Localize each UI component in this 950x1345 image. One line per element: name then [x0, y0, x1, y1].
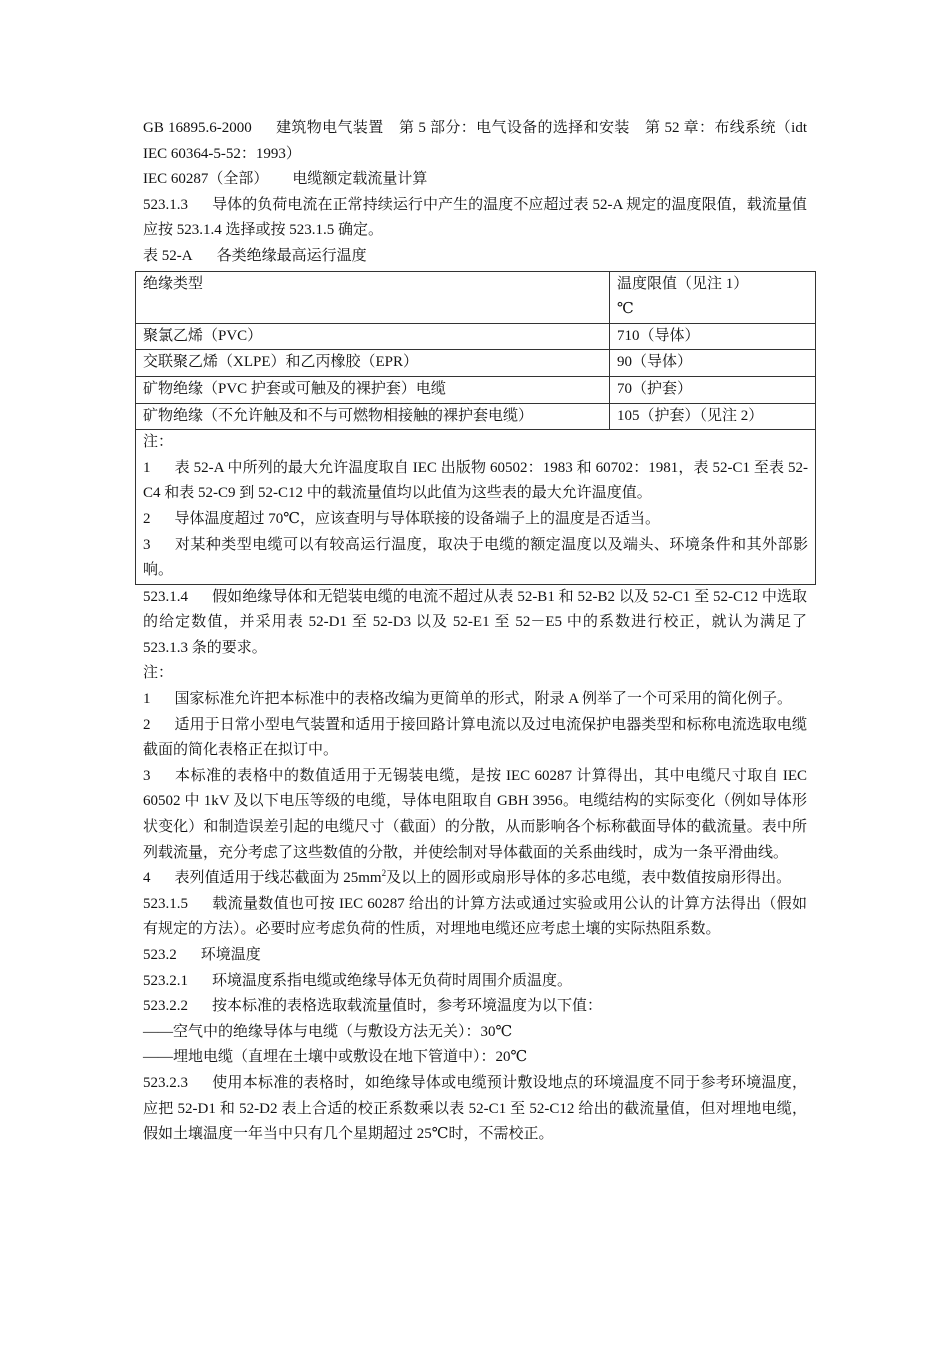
notes-label: 注：	[143, 665, 174, 682]
clause-523-2-2: 523.2.2 按本标准的表格选取载流量值时，参考环境温度为以下值：	[143, 998, 603, 1015]
note: 2 适用于日常小型电气装置和适用于接回路计算电流以及过电流保护电器类型和标称电流选取电缆截面的简化表格正在拟订中。	[143, 716, 807, 759]
table-header-row	[136, 271, 816, 323]
reference-1: GB 16895.6-2000 建筑物电气装置 第 5 部分：电气设备的选择和安装 第 52 章：布线系统（idt IEC 60364-5-52：1993）	[143, 120, 807, 162]
clause-523-1-4: 523.1.4 假如绝缘导体和无铠装电缆的电流不超过从表 52-B1 和 52-B2 以及 52-C1 至 52-C12 中选取的给定数值，并采用表 52-D1 至 52-D3 以及 52-E1 至 52－E5 中的系数进行校正，就认为满足了 523.1.3 条的要求。	[143, 588, 807, 656]
note: 1 国家标准允许把本标准中的表格改编为更简单的形式，附录 A 例举了一个可采用的简化例子。	[143, 691, 793, 708]
table-row: 交联聚乙烯（XLPE）和乙丙橡胶（EPR） 90（导体）	[136, 350, 816, 377]
note: 4 表列值适用于线芯截面为 $25mm^2$及以上的圆形或扇形导体的多芯电缆，表中数值按扇形得出。	[143, 868, 792, 887]
note: 3 本标准的表格中的数值适用于无锡装电缆，是按 IEC 60287 计算得出，其中电缆尺寸取自 IEC 60502 中 1kV 及以下电压等级的电缆，导体电阻取自 GBH 3956。电缆结构的实际变化（例如导体形状变化）和制造误差引起的电缆尺寸（截面）的分散，从而影响各个标称截面导体的截流量。表中所列载流量，充分考虑了这些数值的分散，并使绘制对导体截面的关系曲线时，成为一条平滑曲线。	[143, 767, 807, 861]
clause-523-2-3: 523.2.3 使用本标准的表格时，如绝缘导体或电缆预计敷设地点的环境温度不同于参考环境温度，应把 52-D1 和 52-D2 表上合适的校正系数乘以表 52-C1 至 52-C12 给出的截流量值，但对埋地电缆，假如土壤温度一年当中只有几个星期超过 25℃时，不需校正。	[143, 1074, 807, 1143]
table-row: 矿物绝缘（PVC 护套或可触及的裸护套）电缆 70（护套）	[136, 376, 816, 403]
dash-item: ——空气中的绝缘导体与电缆（与敷设方法无关）：30℃	[143, 1023, 513, 1040]
document-page	[143, 116, 807, 1148]
table-note: 1 表 52-A 中所列的最大允许温度取自 IEC 出版物 60502：1983 和 60702：1981，表 52-C1 至表 52-C4 和表 52-C9 到 52-C12 中的载流量值均以此值为这些表的最大允许温度值。	[143, 459, 808, 502]
dash-item: ——埋地电缆（直埋在土壤中或敷设在地下管道中）：20℃	[143, 1049, 528, 1066]
table-row: 矿物绝缘（不允许触及和不与可燃物相接触的裸护套电缆） 105（护套）（见注 2）	[136, 403, 816, 430]
table-note: 2 导体温度超过 70℃，应该查明与导体联接的设备端子上的温度是否适当。	[143, 510, 661, 527]
clause-523-1-5: 523.1.5 载流量数值也可按 IEC 60287 给出的计算方法或通过实验或用公认的计算方法得出（假如有规定的方法）。必要时应考虑负荷的性质，对埋地电缆还应考虑土壤的实际热阻系数。	[143, 895, 807, 938]
table-row: 聚氯乙烯（PVC） 710（导体）	[136, 323, 816, 350]
table-notes-row: 注： 1 表 52-A 中所列的最大允许温度取自 IEC 出版物 60502：1983 和 60702：1981，表 52-C1 至表 52-C4 和表 52-C9 到 52-C12 中的载流量值均以此值为这些表的最大允许温度值。 2 导体温度超过 70℃，应该查明与导体联接的设备端子上的温度是否适当。 3 对某种类型电缆可以有较高运行温度，取决于电缆的额定温度以及端头、环境条件和其外部影响。	[136, 430, 816, 585]
clause-523-2-1: 523.2.1 环境温度系指电缆或绝缘导体无负荷时周围介质温度。	[143, 972, 573, 989]
clause-523-1-3: 523.1.3 导体的负荷电流在正常持续运行中产生的温度不应超过表 52-A 规定的温度限值，载流量值应按 523.1.4 选择或按 523.1.5 确定。	[143, 196, 807, 239]
header-temperature-limit: 温度限值（见注 1） ℃	[610, 271, 816, 323]
clause-523-2: 523.2 环境温度	[143, 947, 261, 963]
table-caption: 表 52-A 各类绝缘最高运行温度	[143, 247, 367, 264]
header-insulation-type: 绝缘类型	[136, 271, 610, 323]
insulation-temperature-table	[135, 271, 816, 585]
reference-2: IEC 60287（全部） 电缆额定载流量计算	[143, 171, 428, 188]
table-note: 3 对某种类型电缆可以有较高运行温度，取决于电缆的额定温度以及端头、环境条件和其外部影响。	[143, 536, 808, 579]
